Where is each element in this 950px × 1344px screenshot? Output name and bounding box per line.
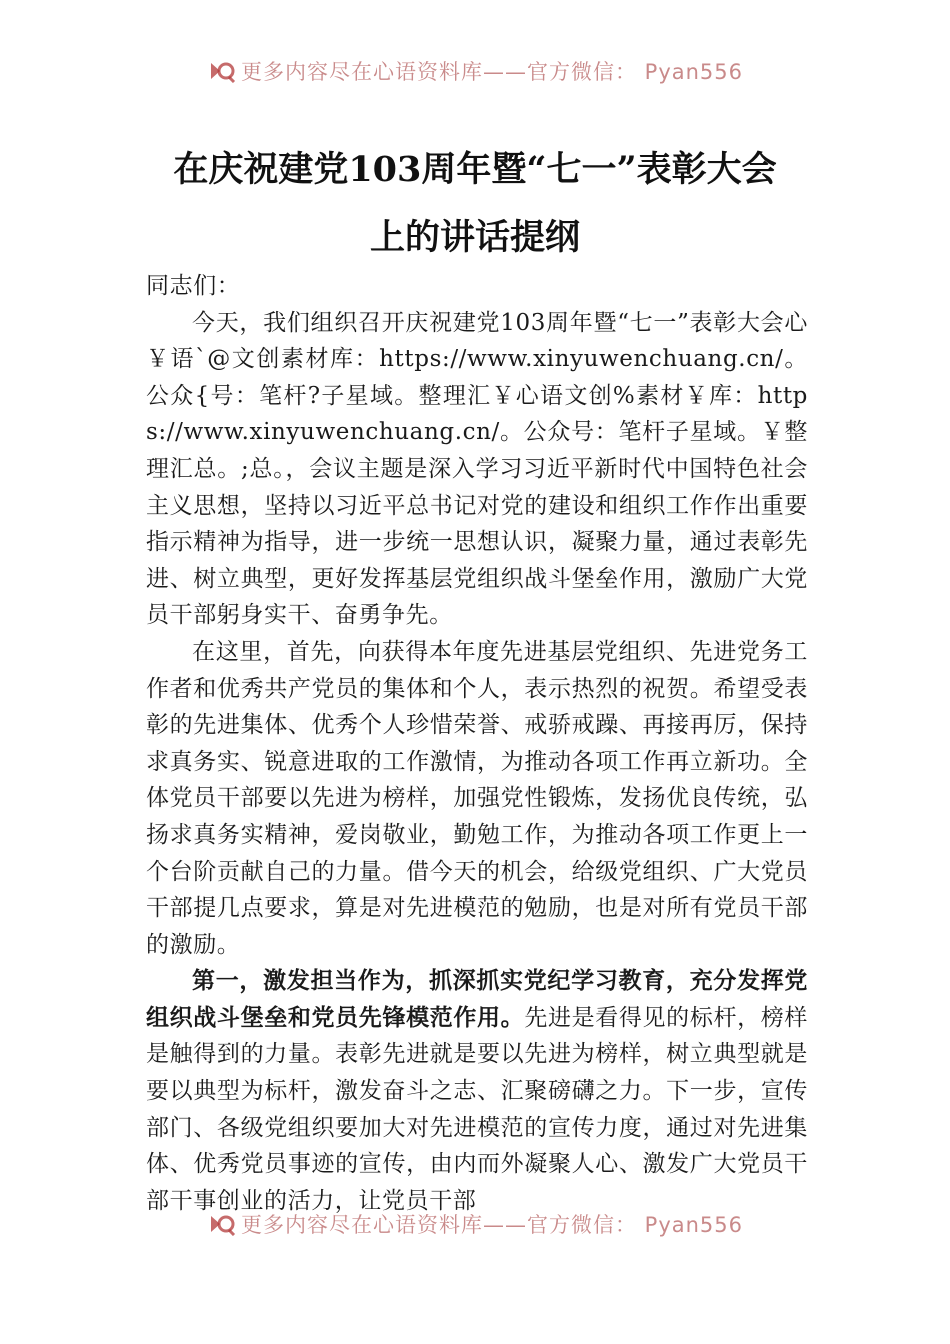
document-body	[146, 268, 808, 1219]
paragraph-2: 在这里，首先，向获得本年度先进基层党组织、先进党务工作者和优秀共产党员的集体和个人，表示热烈的祝贺。希望受表彰的先进集体、优秀个人珍惜荣誉、戒骄戒躁、再接再厉，保持求真务实、锐意进取的工作激情，为推动各项工作再立新功。全体党员干部要以先进为榜样，加强党性锻炼，发扬优良传统，弘扬求真务实精神，爱岗敬业，勤勉工作，为推动各项工作更上一个台阶贡献自己的力量。借今天的机会，给级党组织、广大党员干部提几点要求，算是对先进模范的勉励，也是对所有党员干部的激励。	[146, 638, 808, 958]
logo-icon	[207, 59, 237, 83]
watermark-text: 更多内容尽在心语资料库——官方微信： Pyan556	[240, 60, 744, 84]
watermark-footer	[0, 1207, 950, 1241]
watermark-header	[0, 54, 950, 88]
document-title-line2: 上的讲话提纲	[369, 217, 580, 258]
paragraph-3	[146, 963, 808, 1219]
paragraph-3-lead: 第一，激发担当作为，抓深抓实党纪学习教育，充分发挥党组织战斗堡垒和党员先锋模范作用。	[146, 968, 808, 1031]
paragraph-3-body: 先进是看得见的标杆，榜样是触得到的力量。表彰先进就是要以先进为榜样，树立典型就是要以典型为标杆，激发奋斗之志、汇聚磅礴之力。下一步，宣传部门、各级党组织要加大对先进模范的宣传力度，通过对先进集体、优秀党员事迹的宣传，由内而外凝聚人心、激发广大党员干部干事创业的活力，让党员干部	[146, 1004, 808, 1214]
salutation: 同志们：	[146, 273, 241, 299]
paragraph-1: 今天，我们组织召开庆祝建党103周年暨“七一”表彰大会心￥语`@文创素材库：https://www.xinyuwenchuang.cn/。公众{号：笔杆?子星域。整理汇￥心语文创%素材￥库：https://www.xinyuwenchuang.cn/。公众号：笔杆子星域。￥整理汇总。;总。，会议主题是深入学习习近平新时代中国特色社会主义思想，坚持以习近平总书记对党的建设和组织工作作出重要指示精神为指导，进一步统一思想认识，凝聚力量，通过表彰先进、树立典型，更好发挥基层党组织战斗堡垒作用，激励广大党员干部躬身实干、奋勇争先。	[146, 309, 808, 629]
document-title-line1: 在庆祝建党103周年暨“七一”表彰大会	[173, 149, 777, 190]
watermark-text: 更多内容尽在心语资料库——官方微信： Pyan556	[240, 1213, 744, 1237]
logo-icon	[207, 1212, 237, 1236]
